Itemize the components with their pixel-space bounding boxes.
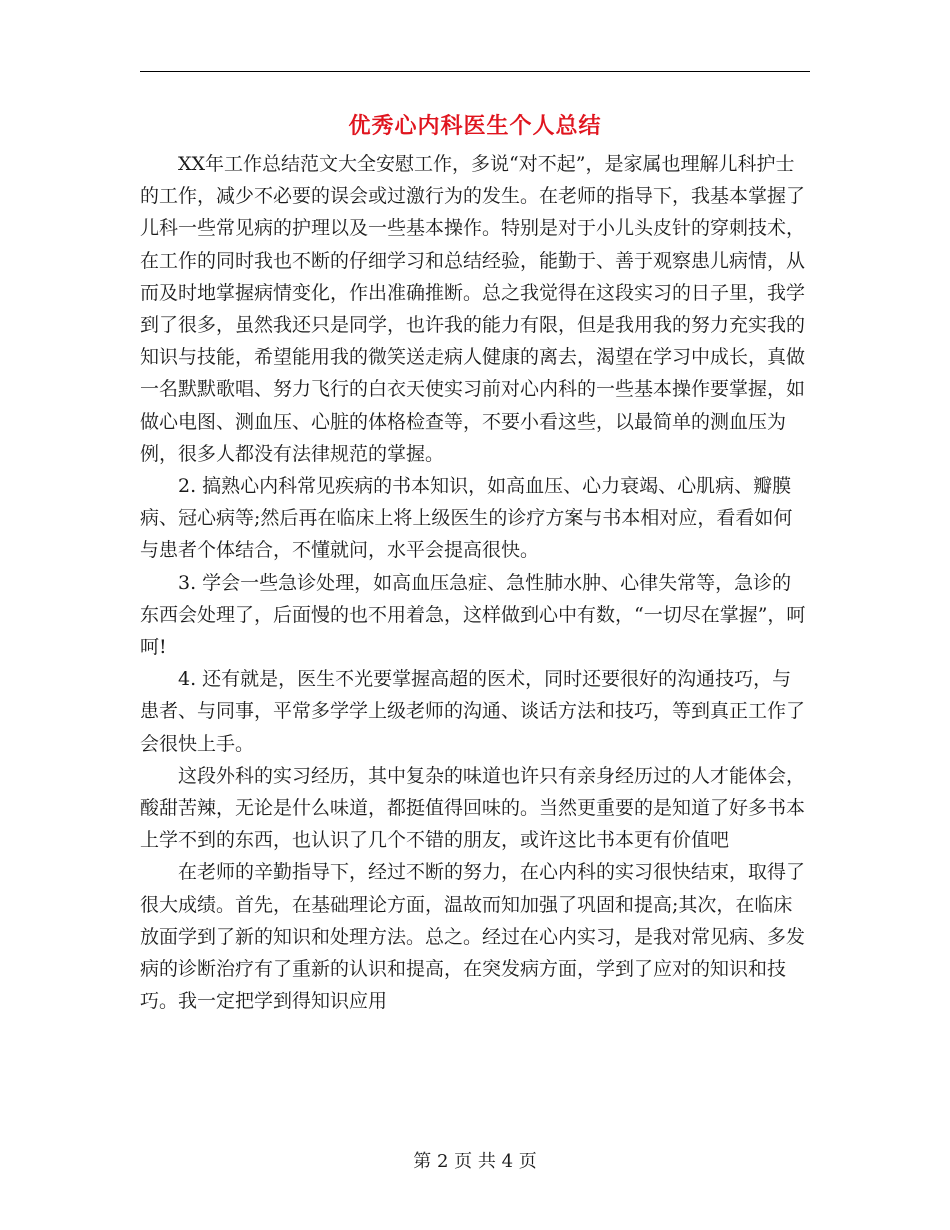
- page-number: 第 2 页 共 4 页: [413, 1151, 537, 1172]
- document-title: 优秀心内科医生个人总结: [348, 113, 602, 139]
- document-body: [140, 148, 810, 1017]
- paragraph-1: XX年工作总结范文大全安慰工作，多说“对不起”，是家属也理解儿科护士的工作，减少不必要的误会或过激行为的发生。在老师的指导下，我基本掌握了儿科一些常见病的护理以及一些基本操作。特别是对于小儿头皮针的穿刺技术，在工作的同时我也不断的仔细学习和总结经验，能勤于、善于观察患儿病情，从而及时地掌握病情变化，作出准确推断。总之我觉得在这段实习的日子里，我学到了很多，虽然我还只是同学，也许我的能力有限，但是我用我的努力充实我的知识与技能，希望能用我的微笑送走病人健康的离去，渴望在学习中成长，真做一名默默歌唱、努力飞行的白衣天使实习前对心内科的一些基本操作要掌握，如做心电图、测血压、心脏的体格检查等，不要小看这些，以最简单的测血压为例，很多人都没有法律规范的掌握。: [140, 153, 806, 465]
- paragraph-4: 4. 还有就是，医生不光要掌握高超的医术，同时还要很好的沟通技巧，与患者、与同事，平常多学学上级老师的沟通、谈话方法和技巧，等到真正工作了会很快上手。: [140, 668, 806, 755]
- paragraph-2: 2. 搞熟心内科常见疾病的书本知识，如高血压、心力衰竭、心肌病、瓣膜病、冠心病等;然后再在临床上将上级医生的诊疗方案与书本相对应，看看如何与患者个体结合，不懂就问，水平会提高很快。: [140, 475, 793, 562]
- paragraph-6: 在老师的辛勤指导下，经过不断的努力，在心内科的实习很快结束，取得了很大成绩。首先，在基础理论方面，温故而知加强了巩固和提高;其次，在临床放面学到了新的知识和处理方法。总之。经过在心内实习，是我对常见病、多发病的诊断治疗有了重新的认识和提高，在突发病方面，学到了应对的知识和技巧。我一定把学到得知识应用: [140, 861, 806, 1013]
- paragraph-5: 这段外科的实习经历，其中复杂的味道也许只有亲身经历过的人才能体会，酸甜苦辣，无论是什么味道，都挺值得回味的。当然更重要的是知道了好多书本上学不到的东西，也认识了几个不错的朋友，或许这比书本更有价值吧: [140, 764, 806, 852]
- paragraph-3: 3. 学会一些急诊处理，如高血压急症、急性肺水肿、心律失常等，急诊的东西会处理了，后面慢的也不用着急，这样做到心中有数，“一切尽在掌握”，呵呵!: [140, 571, 806, 659]
- header-rule: [140, 71, 810, 72]
